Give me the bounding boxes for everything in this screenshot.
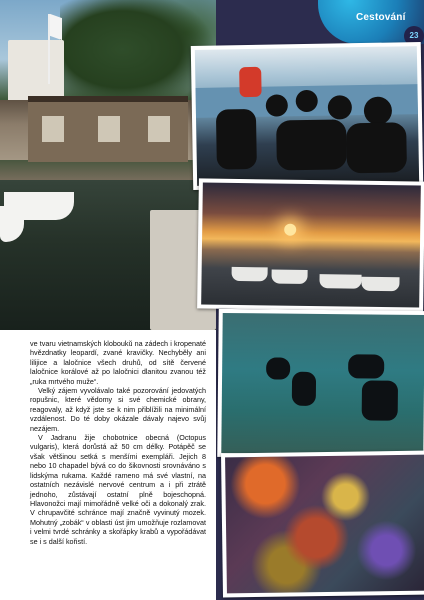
shed-window xyxy=(98,116,120,142)
photo-divers-in-water xyxy=(217,309,424,459)
shed-window xyxy=(148,116,170,142)
article-paragraph: ve tvaru vietnamských kloboukŭ na zádech i kropenaté hvězdnatky leopardí, zvané kravičky. Nechyběly ani lilijice a laločnice všech druhů, od sítě červené laločnice korálové až po laločnici dlanitou zvanou též „ruka mrtvého muže“. xyxy=(30,339,206,386)
photo-reef-scorpionfish xyxy=(221,451,424,598)
diver-body xyxy=(216,109,257,170)
article-paragraph: V Jadranu žije chobotnice obecná (Octopus vulgaris), která dorůstá až 50 cm délky. Potápěč se však většinou setká s menšími exempláři. Jejich 8 nebo 10 chapadel bývá co do šikovnosti srovnáváno s lidskýma rukama. Každé rameno má své vlastní, na ostatních nezávislé nervové centrum a i při ztrátě jednoho, zůstávají ostatní plně bojeschopná. Hlavonožci mají mimořádně velké oči a dokonalý zrak. V chrupavčité schránce mají značně vyvinutý mozek. Mohutný „zobák“ v oblasti úst jim umožňuje rozlamovat i velmi tvrdé schránky a skořápky krabů a vypořádávat se i s další kořistí. xyxy=(30,433,206,546)
article-text xyxy=(30,339,206,546)
diver-body xyxy=(346,122,407,173)
shed-window xyxy=(42,116,64,142)
white-house xyxy=(8,40,64,102)
section-title: Cestování xyxy=(356,12,406,23)
diver xyxy=(266,357,290,379)
boat xyxy=(231,267,267,282)
article-paragraph: Velký zájem vyvolávalo také pozorování jedovatých ropušnic, které vědomy si své chemické obrany, reagovaly, až když jste se k nim přiblížili na minimální vzdálenost. Do té doby okázale dávaly najevo svůj nezájem. xyxy=(30,386,206,433)
boat xyxy=(361,277,399,292)
diver-head xyxy=(328,95,352,119)
flag-pole xyxy=(48,14,50,84)
diver xyxy=(348,354,384,378)
diver xyxy=(292,372,316,406)
diver-head xyxy=(364,97,392,125)
page-number: 23 xyxy=(404,26,424,46)
diver-body xyxy=(276,119,347,170)
sun xyxy=(284,224,296,236)
boat xyxy=(319,274,361,289)
photo-divers-on-boat xyxy=(191,42,423,190)
harbour-shed xyxy=(28,96,188,162)
boat xyxy=(271,269,307,284)
harbour-photo xyxy=(0,0,216,330)
photo-sunset-harbour xyxy=(197,178,424,311)
diver-red-jacket xyxy=(239,67,262,97)
diver xyxy=(362,380,398,420)
